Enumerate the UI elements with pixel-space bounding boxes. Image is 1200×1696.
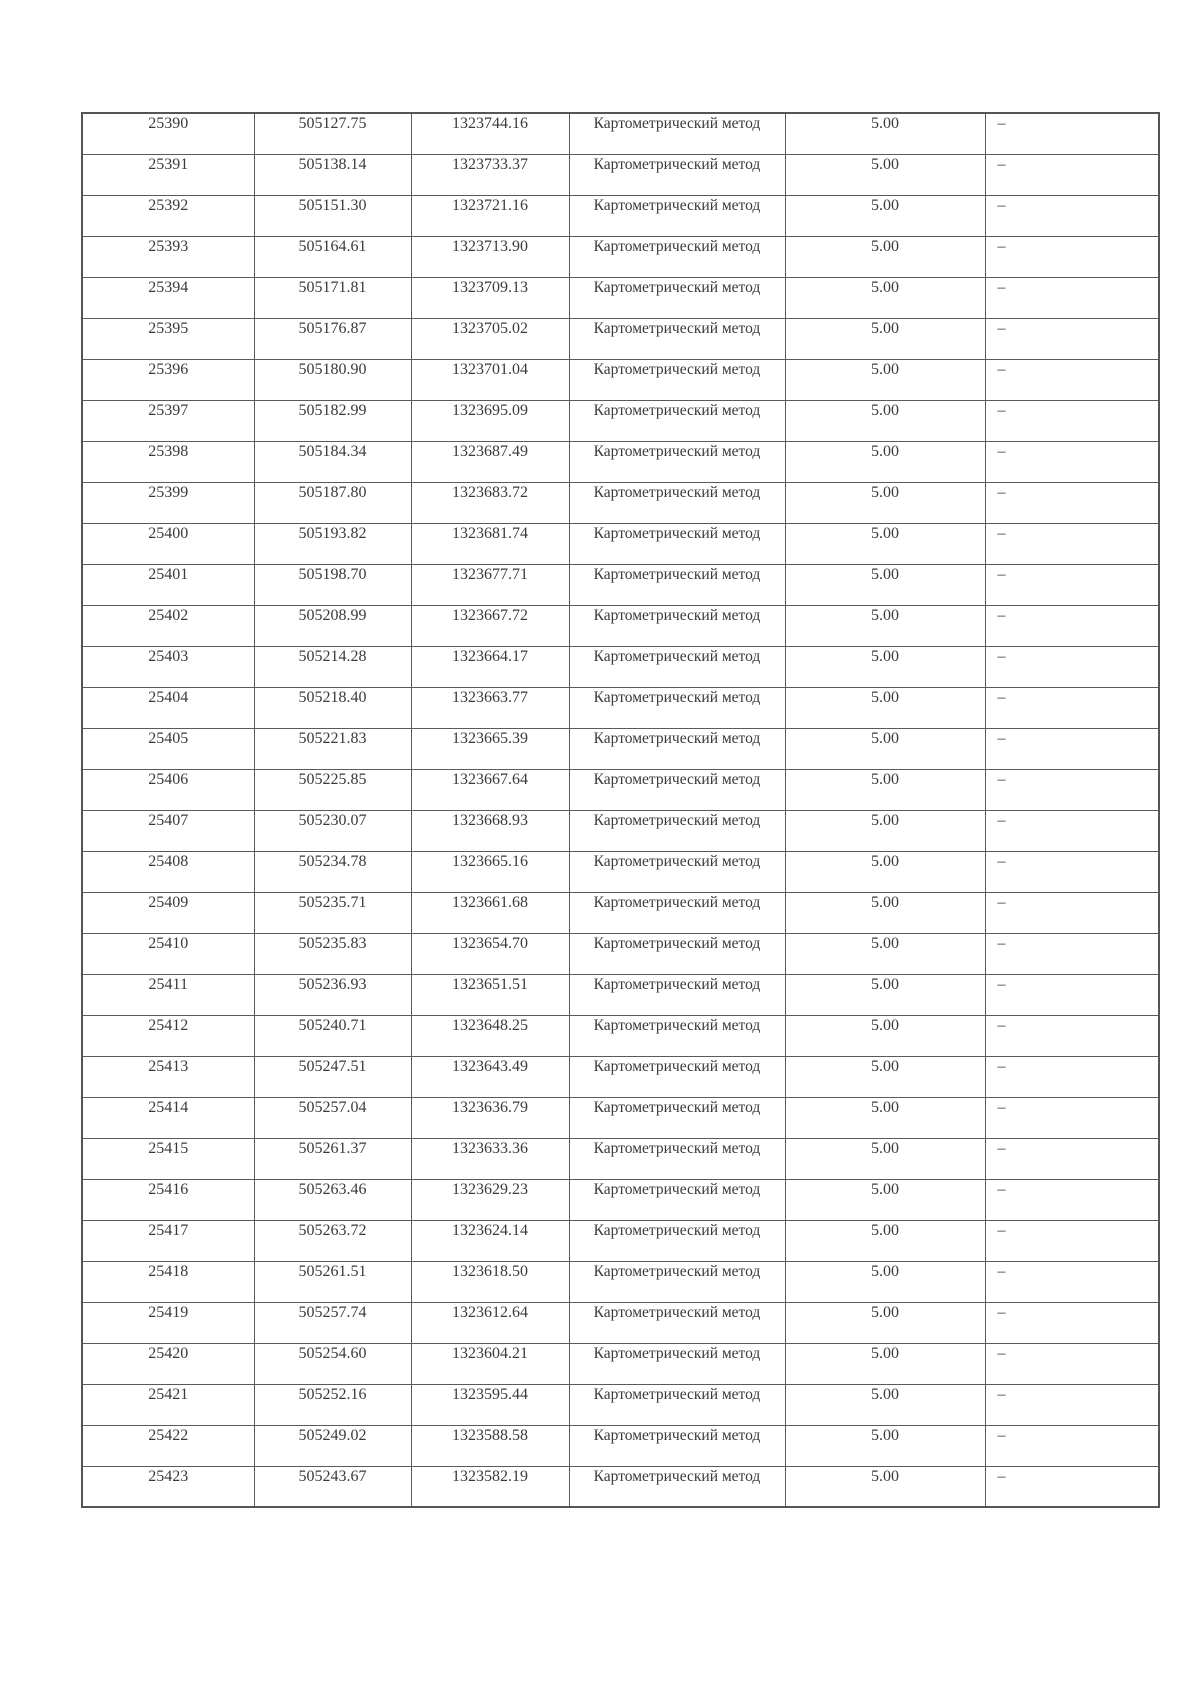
description-cell: – <box>985 359 1159 400</box>
table-row <box>82 113 1159 154</box>
y-coordinate-cell: 1323618.50 <box>411 1261 569 1302</box>
y-coordinate-cell: 1323664.17 <box>411 646 569 687</box>
method-cell: Картометрический метод <box>569 195 785 236</box>
method-cell: Картометрический метод <box>569 318 785 359</box>
y-coordinate-cell: 1323713.90 <box>411 236 569 277</box>
x-coordinate-cell: 505214.28 <box>254 646 411 687</box>
x-coordinate-cell: 505180.90 <box>254 359 411 400</box>
x-coordinate-cell: 505235.83 <box>254 933 411 974</box>
y-coordinate-cell: 1323595.44 <box>411 1384 569 1425</box>
description-cell: – <box>985 1179 1159 1220</box>
table-row <box>82 1220 1159 1261</box>
point-number-cell: 25391 <box>82 154 254 195</box>
accuracy-cell: 5.00 <box>785 687 985 728</box>
description-cell: – <box>985 277 1159 318</box>
method-cell: Картометрический метод <box>569 1015 785 1056</box>
table-row <box>82 441 1159 482</box>
method-cell: Картометрический метод <box>569 564 785 605</box>
table-row <box>82 564 1159 605</box>
table-row <box>82 1343 1159 1384</box>
method-cell: Картометрический метод <box>569 359 785 400</box>
y-coordinate-cell: 1323661.68 <box>411 892 569 933</box>
y-coordinate-cell: 1323665.39 <box>411 728 569 769</box>
accuracy-cell: 5.00 <box>785 1097 985 1138</box>
point-number-cell: 25420 <box>82 1343 254 1384</box>
point-number-cell: 25402 <box>82 605 254 646</box>
description-cell: – <box>985 974 1159 1015</box>
method-cell: Картометрический метод <box>569 441 785 482</box>
accuracy-cell: 5.00 <box>785 277 985 318</box>
description-cell: – <box>985 1384 1159 1425</box>
method-cell: Картометрический метод <box>569 687 785 728</box>
x-coordinate-cell: 505127.75 <box>254 113 411 154</box>
description-cell: – <box>985 605 1159 646</box>
accuracy-cell: 5.00 <box>785 728 985 769</box>
method-cell: Картометрический метод <box>569 1425 785 1466</box>
table-row <box>82 728 1159 769</box>
table-row <box>82 1097 1159 1138</box>
table-row <box>82 933 1159 974</box>
table-row <box>82 359 1159 400</box>
point-number-cell: 25403 <box>82 646 254 687</box>
description-cell: – <box>985 1302 1159 1343</box>
point-number-cell: 25397 <box>82 400 254 441</box>
method-cell: Картометрический метод <box>569 1220 785 1261</box>
y-coordinate-cell: 1323667.64 <box>411 769 569 810</box>
method-cell: Картометрический метод <box>569 1302 785 1343</box>
x-coordinate-cell: 505221.83 <box>254 728 411 769</box>
y-coordinate-cell: 1323612.64 <box>411 1302 569 1343</box>
x-coordinate-cell: 505257.04 <box>254 1097 411 1138</box>
document-page <box>81 112 1160 1508</box>
point-number-cell: 25407 <box>82 810 254 851</box>
table-row <box>82 154 1159 195</box>
table-row <box>82 769 1159 810</box>
y-coordinate-cell: 1323668.93 <box>411 810 569 851</box>
table-row <box>82 687 1159 728</box>
description-cell: – <box>985 769 1159 810</box>
method-cell: Картометрический метод <box>569 1384 785 1425</box>
table-row <box>82 1384 1159 1425</box>
point-number-cell: 25408 <box>82 851 254 892</box>
point-number-cell: 25394 <box>82 277 254 318</box>
point-number-cell: 25404 <box>82 687 254 728</box>
y-coordinate-cell: 1323721.16 <box>411 195 569 236</box>
accuracy-cell: 5.00 <box>785 810 985 851</box>
description-cell: – <box>985 646 1159 687</box>
table-row <box>82 1261 1159 1302</box>
y-coordinate-cell: 1323709.13 <box>411 277 569 318</box>
description-cell: – <box>985 892 1159 933</box>
description-cell: – <box>985 441 1159 482</box>
method-cell: Картометрический метод <box>569 113 785 154</box>
point-number-cell: 25398 <box>82 441 254 482</box>
accuracy-cell: 5.00 <box>785 482 985 523</box>
method-cell: Картометрический метод <box>569 277 785 318</box>
accuracy-cell: 5.00 <box>785 933 985 974</box>
y-coordinate-cell: 1323633.36 <box>411 1138 569 1179</box>
y-coordinate-cell: 1323677.71 <box>411 564 569 605</box>
y-coordinate-cell: 1323636.79 <box>411 1097 569 1138</box>
table-row <box>82 318 1159 359</box>
x-coordinate-cell: 505247.51 <box>254 1056 411 1097</box>
x-coordinate-cell: 505234.78 <box>254 851 411 892</box>
table-row <box>82 1466 1159 1507</box>
x-coordinate-cell: 505236.93 <box>254 974 411 1015</box>
point-number-cell: 25396 <box>82 359 254 400</box>
method-cell: Картометрический метод <box>569 974 785 1015</box>
method-cell: Картометрический метод <box>569 892 785 933</box>
point-number-cell: 25409 <box>82 892 254 933</box>
point-number-cell: 25410 <box>82 933 254 974</box>
accuracy-cell: 5.00 <box>785 605 985 646</box>
method-cell: Картометрический метод <box>569 523 785 564</box>
accuracy-cell: 5.00 <box>785 646 985 687</box>
x-coordinate-cell: 505187.80 <box>254 482 411 523</box>
method-cell: Картометрический метод <box>569 482 785 523</box>
method-cell: Картометрический метод <box>569 933 785 974</box>
point-number-cell: 25412 <box>82 1015 254 1056</box>
method-cell: Картометрический метод <box>569 400 785 441</box>
method-cell: Картометрический метод <box>569 1056 785 1097</box>
y-coordinate-cell: 1323663.77 <box>411 687 569 728</box>
x-coordinate-cell: 505263.46 <box>254 1179 411 1220</box>
accuracy-cell: 5.00 <box>785 1015 985 1056</box>
y-coordinate-cell: 1323733.37 <box>411 154 569 195</box>
table-row <box>82 523 1159 564</box>
x-coordinate-cell: 505198.70 <box>254 564 411 605</box>
description-cell: – <box>985 1261 1159 1302</box>
method-cell: Картометрический метод <box>569 851 785 892</box>
y-coordinate-cell: 1323744.16 <box>411 113 569 154</box>
table-row <box>82 236 1159 277</box>
table-row <box>82 646 1159 687</box>
method-cell: Картометрический метод <box>569 605 785 646</box>
table-row <box>82 195 1159 236</box>
y-coordinate-cell: 1323665.16 <box>411 851 569 892</box>
point-number-cell: 25415 <box>82 1138 254 1179</box>
accuracy-cell: 5.00 <box>785 974 985 1015</box>
point-number-cell: 25416 <box>82 1179 254 1220</box>
accuracy-cell: 5.00 <box>785 564 985 605</box>
point-number-cell: 25411 <box>82 974 254 1015</box>
x-coordinate-cell: 505184.34 <box>254 441 411 482</box>
y-coordinate-cell: 1323695.09 <box>411 400 569 441</box>
description-cell: – <box>985 1425 1159 1466</box>
point-number-cell: 25393 <box>82 236 254 277</box>
x-coordinate-cell: 505235.71 <box>254 892 411 933</box>
accuracy-cell: 5.00 <box>785 1220 985 1261</box>
table-row <box>82 400 1159 441</box>
method-cell: Картометрический метод <box>569 1343 785 1384</box>
accuracy-cell: 5.00 <box>785 1179 985 1220</box>
accuracy-cell: 5.00 <box>785 400 985 441</box>
accuracy-cell: 5.00 <box>785 1302 985 1343</box>
x-coordinate-cell: 505261.37 <box>254 1138 411 1179</box>
table-row <box>82 810 1159 851</box>
description-cell: – <box>985 933 1159 974</box>
x-coordinate-cell: 505225.85 <box>254 769 411 810</box>
method-cell: Картометрический метод <box>569 1138 785 1179</box>
description-cell: – <box>985 1466 1159 1507</box>
method-cell: Картометрический метод <box>569 1179 785 1220</box>
point-number-cell: 25419 <box>82 1302 254 1343</box>
accuracy-cell: 5.00 <box>785 154 985 195</box>
accuracy-cell: 5.00 <box>785 1261 985 1302</box>
x-coordinate-cell: 505218.40 <box>254 687 411 728</box>
accuracy-cell: 5.00 <box>785 851 985 892</box>
point-number-cell: 25390 <box>82 113 254 154</box>
y-coordinate-cell: 1323588.58 <box>411 1425 569 1466</box>
point-number-cell: 25400 <box>82 523 254 564</box>
description-cell: – <box>985 810 1159 851</box>
point-number-cell: 25392 <box>82 195 254 236</box>
description-cell: – <box>985 851 1159 892</box>
point-number-cell: 25401 <box>82 564 254 605</box>
table-row <box>82 1015 1159 1056</box>
table-row <box>82 605 1159 646</box>
x-coordinate-cell: 505151.30 <box>254 195 411 236</box>
method-cell: Картометрический метод <box>569 1261 785 1302</box>
point-number-cell: 25405 <box>82 728 254 769</box>
table-row <box>82 482 1159 523</box>
accuracy-cell: 5.00 <box>785 1466 985 1507</box>
accuracy-cell: 5.00 <box>785 1384 985 1425</box>
accuracy-cell: 5.00 <box>785 523 985 564</box>
description-cell: – <box>985 1015 1159 1056</box>
point-number-cell: 25406 <box>82 769 254 810</box>
method-cell: Картометрический метод <box>569 646 785 687</box>
x-coordinate-cell: 505257.74 <box>254 1302 411 1343</box>
table-body <box>82 113 1159 1507</box>
point-number-cell: 25417 <box>82 1220 254 1261</box>
y-coordinate-cell: 1323705.02 <box>411 318 569 359</box>
x-coordinate-cell: 505230.07 <box>254 810 411 851</box>
table-row <box>82 892 1159 933</box>
x-coordinate-cell: 505243.67 <box>254 1466 411 1507</box>
x-coordinate-cell: 505252.16 <box>254 1384 411 1425</box>
description-cell: – <box>985 154 1159 195</box>
description-cell: – <box>985 1056 1159 1097</box>
x-coordinate-cell: 505240.71 <box>254 1015 411 1056</box>
method-cell: Картометрический метод <box>569 728 785 769</box>
table-row <box>82 974 1159 1015</box>
description-cell: – <box>985 195 1159 236</box>
y-coordinate-cell: 1323604.21 <box>411 1343 569 1384</box>
method-cell: Картометрический метод <box>569 810 785 851</box>
accuracy-cell: 5.00 <box>785 113 985 154</box>
accuracy-cell: 5.00 <box>785 892 985 933</box>
x-coordinate-cell: 505193.82 <box>254 523 411 564</box>
x-coordinate-cell: 505208.99 <box>254 605 411 646</box>
accuracy-cell: 5.00 <box>785 1056 985 1097</box>
y-coordinate-cell: 1323643.49 <box>411 1056 569 1097</box>
x-coordinate-cell: 505263.72 <box>254 1220 411 1261</box>
point-number-cell: 25418 <box>82 1261 254 1302</box>
accuracy-cell: 5.00 <box>785 769 985 810</box>
method-cell: Картометрический метод <box>569 1097 785 1138</box>
accuracy-cell: 5.00 <box>785 1425 985 1466</box>
x-coordinate-cell: 505171.81 <box>254 277 411 318</box>
method-cell: Картометрический метод <box>569 1466 785 1507</box>
table-row <box>82 1425 1159 1466</box>
accuracy-cell: 5.00 <box>785 236 985 277</box>
y-coordinate-cell: 1323654.70 <box>411 933 569 974</box>
table-row <box>82 1056 1159 1097</box>
x-coordinate-cell: 505182.99 <box>254 400 411 441</box>
description-cell: – <box>985 1343 1159 1384</box>
coordinates-table <box>81 112 1160 1508</box>
y-coordinate-cell: 1323582.19 <box>411 1466 569 1507</box>
table-row <box>82 851 1159 892</box>
x-coordinate-cell: 505138.14 <box>254 154 411 195</box>
y-coordinate-cell: 1323629.23 <box>411 1179 569 1220</box>
description-cell: – <box>985 113 1159 154</box>
point-number-cell: 25414 <box>82 1097 254 1138</box>
description-cell: – <box>985 400 1159 441</box>
description-cell: – <box>985 523 1159 564</box>
method-cell: Картометрический метод <box>569 769 785 810</box>
accuracy-cell: 5.00 <box>785 318 985 359</box>
table-row <box>82 1302 1159 1343</box>
table-row <box>82 277 1159 318</box>
point-number-cell: 25421 <box>82 1384 254 1425</box>
point-number-cell: 25422 <box>82 1425 254 1466</box>
table-row <box>82 1138 1159 1179</box>
description-cell: – <box>985 1138 1159 1179</box>
description-cell: – <box>985 687 1159 728</box>
point-number-cell: 25395 <box>82 318 254 359</box>
x-coordinate-cell: 505261.51 <box>254 1261 411 1302</box>
y-coordinate-cell: 1323701.04 <box>411 359 569 400</box>
accuracy-cell: 5.00 <box>785 359 985 400</box>
description-cell: – <box>985 318 1159 359</box>
y-coordinate-cell: 1323651.51 <box>411 974 569 1015</box>
y-coordinate-cell: 1323648.25 <box>411 1015 569 1056</box>
description-cell: – <box>985 1220 1159 1261</box>
accuracy-cell: 5.00 <box>785 1138 985 1179</box>
description-cell: – <box>985 564 1159 605</box>
description-cell: – <box>985 236 1159 277</box>
accuracy-cell: 5.00 <box>785 195 985 236</box>
point-number-cell: 25423 <box>82 1466 254 1507</box>
y-coordinate-cell: 1323624.14 <box>411 1220 569 1261</box>
y-coordinate-cell: 1323681.74 <box>411 523 569 564</box>
description-cell: – <box>985 1097 1159 1138</box>
point-number-cell: 25399 <box>82 482 254 523</box>
accuracy-cell: 5.00 <box>785 1343 985 1384</box>
method-cell: Картометрический метод <box>569 236 785 277</box>
description-cell: – <box>985 728 1159 769</box>
x-coordinate-cell: 505249.02 <box>254 1425 411 1466</box>
y-coordinate-cell: 1323667.72 <box>411 605 569 646</box>
point-number-cell: 25413 <box>82 1056 254 1097</box>
x-coordinate-cell: 505254.60 <box>254 1343 411 1384</box>
y-coordinate-cell: 1323687.49 <box>411 441 569 482</box>
method-cell: Картометрический метод <box>569 154 785 195</box>
table-row <box>82 1179 1159 1220</box>
description-cell: – <box>985 482 1159 523</box>
accuracy-cell: 5.00 <box>785 441 985 482</box>
y-coordinate-cell: 1323683.72 <box>411 482 569 523</box>
x-coordinate-cell: 505164.61 <box>254 236 411 277</box>
x-coordinate-cell: 505176.87 <box>254 318 411 359</box>
